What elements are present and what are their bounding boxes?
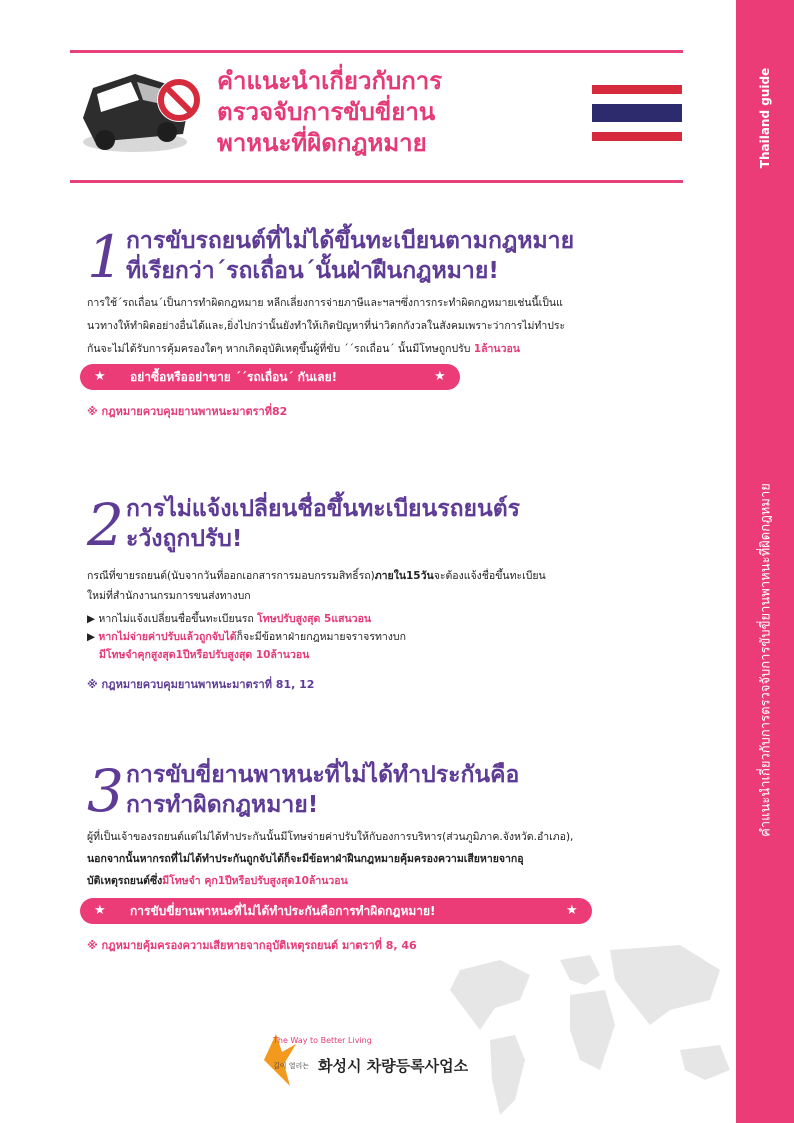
bullet-item: ▶ หากไม่จ่ายค่าปรับแล้วถูกจับได้ก็จะมีข้อหาฝ่ายกฎหมายจราจรทางบก มีโทษจำคุกสูงสุด1ปีหรือปรับสูงสุด 10ล้านวอน [87,631,406,661]
section-heading: การขับขี่ยานพาหนะที่ไม่ได้ทำประกันคือ การทำผิดกฎหมาย! [126,762,520,818]
guide-label: Thailand guide [758,67,772,169]
page-title: คำแนะนำเกี่ยวกับการ ตรวจจับการขับขี่ยาน พาหนะที่ผิดกฎหมาย [217,67,443,157]
header-top-rule [70,50,683,53]
section-body: กรณีที่ขายรถยนต์(นับจากวันที่ออกเอกสารการมอบกรรมสิทธิ์รถ)ภายใน15วันจะต้องแจ้งชื่อขึ้นทะเบียน ใหม่ที่สำนักงานกรมการขนส่งทางบก [87,570,546,602]
bullet-item: ▶ หากไม่แจ้งเปลี่ยนชื่อขึ้นทะเบียนรถ โทษปรับสูงสุด 5แสนวอน [87,613,372,625]
star-icon: ★ [94,369,106,384]
law-note: ※ กฎหมายคุ้มครองความเสียหายจากอุบัติเหตุรถยนต์ มาตราที่ 8, 46 [87,939,417,952]
section-heading: การไม่แจ้งเปลี่ยนชื่อขึ้นทะเบียนรถยนต์ร ะวังถูกปรับ! [126,496,521,552]
star-icon: ★ [94,903,106,918]
logo-tagline: The Way to Better Living [273,1036,372,1045]
sidebar-band [736,0,794,1123]
section-number: 3 [87,757,124,825]
world-map-decoration [420,930,738,1120]
section-heading: การขับรถยนต์ที่ไม่ได้ขึ้นทะเบียนตามกฎหมาย ที่เรียกว่า´รถเถื่อน´นั้นฝ่าฝืนกฎหมาย! [126,228,575,284]
section-body: ผู้ที่เป็นเจ้าของรถยนต์แต่ไม่ได้ทำประกันนั้นมีโทษจ่ายค่าปรับให้กับองการบริหาร(ส่วนภูมิภาค.จังหวัด.อำเภอ), นอกจากนั้นหากรถที่ไม่ได้ทำประกันถูกจับได้ก็จะมีข้อหาฝ่าฝืนกฎหมายคุ้มครองความเสียหายจากอุ บัติเหตุรถยนต์ซึ่งมีโทษจำ คุก1ปีหรือปรับสูงสุด10ล้านวอน [87,831,574,887]
thailand-flag-icon [592,85,682,141]
star-icon: ★ [434,369,446,384]
fine-amount: 1ล้านวอน [473,343,520,355]
header-bottom-rule [70,180,683,183]
section-number: 2 [87,491,124,559]
logo-sub: 길이 열리는 [273,1062,310,1070]
star-icon: ★ [566,903,578,918]
vertical-title: คำแนะนำเกี่ยวกับการตรวจจับการขับขี่ยานพาหนะที่ผิดกฎหมาย [758,483,774,837]
logo-name: 화성시 차량등록사업소 [318,1057,469,1075]
section-body: การใช้´รถเถื่อน´เป็นการทำผิดกฎหมาย หลีกเลี่ยงการจ่ายภาษีและฯลฯซึ่งการกระทำผิดกฎหมายเช่นนี้เป็นแ นวทางให้ทำผิดอย่างอื่นได้และ,ยิ่งไปกว่านั้นยังทำให้เกิดปัญหาที่น่าวิตกกังวลในสังคมเพราะว่าการไม่ทำประ กันจะไม่ได้รับการคุ้มครองใดๆ หากเกิดอุบัติเหตุขึ้นผู้ที่ขับ ´´รถเถื่อน´ นั้นมีโทษถูกปรับ 1ล้านวอน [87,297,566,355]
warning-pill: ★ อย่าซื้อหรืออย่าขาย ´´รถเถื่อน´ กันเลย! ★ [80,364,460,390]
section-number: 1 [87,223,124,291]
law-note: ※ กฎหมายควบคุมยานพาหนะมาตราที่ 81, 12 [87,678,315,691]
law-note: ※ กฎหมายควบคุมยานพาหนะมาตราที่82 [87,405,288,418]
no-car-icon [75,60,205,160]
warning-pill: ★ การขับขี่ยานพาหนะที่ไม่ได้ทำประกันคือการทำผิดกฎหมาย! ★ [80,898,592,924]
